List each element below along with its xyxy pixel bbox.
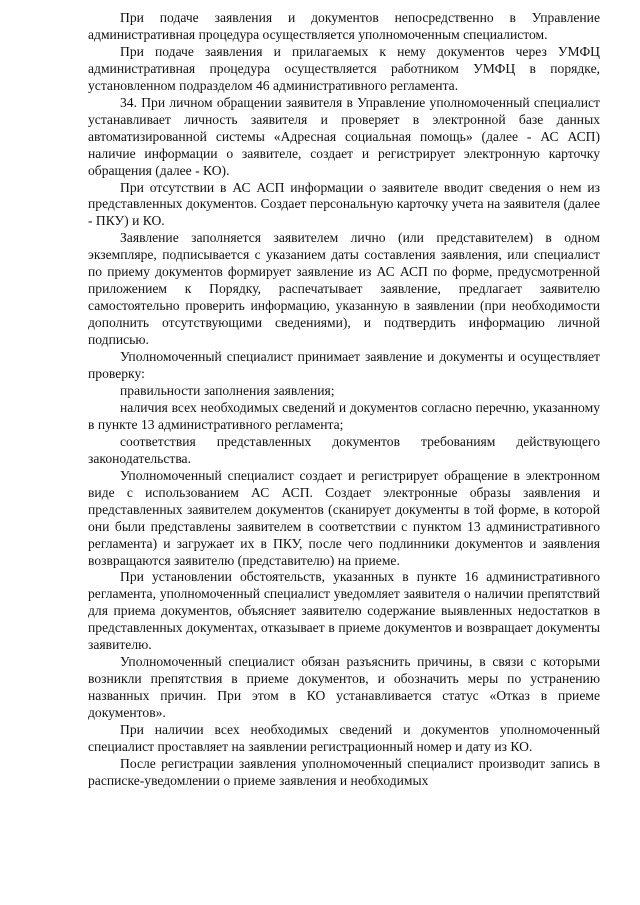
paragraph-check-correctness: правильности заполнения заявления; (120, 382, 335, 398)
paragraph-clause-34: 34. При личном обращении заявителя в Управление уполномоченный специалист устанавливает личность заявителя и проверяет в электронной базе данных автоматизированной системы «Адресная социальная помощь» (далее - АС АСП) наличие информации о заявителе, создает и регистрирует электронную карточку обращения (далее - КО). (88, 94, 600, 178)
paragraph-check-compliance: соответствия представленных документов требованиям действующего законодательства. (88, 433, 600, 466)
paragraph-registration-number: При наличии всех необходимых сведений и документов уполномоченный специалист проставляет на заявлении регистрационный номер и дату из КО. (88, 722, 600, 754)
paragraph-obstacles: При установлении обстоятельств, указанных в пункте 16 административного регламента, уполномоченный специалист уведомляет заявителя о наличии препятствий для приема документов, объясняет заявителю содержание выявленных недостатков в представленных документах, отказывает в приеме документов и возвращает документы заявителю. (88, 569, 600, 653)
paragraph-check-completeness: наличия всех необходимых сведений и документов согласно перечню, указанному в пункте 13 административного регламента; (88, 399, 600, 432)
paragraph-no-info: При отсутствии в АС АСП информации о заявителе вводит сведения о нем из представленных документов. Создает персональную карточку учета на заявителя (далее - ПКУ) и КО. (88, 179, 600, 229)
paragraph-submission-direct: При подаче заявления и документов непосредственно в Управление административная процедура осуществляется уполномоченным специалистом. (88, 10, 600, 42)
paragraph-receipt-notice: После регистрации заявления уполномоченный специалист производит запись в расписке-уведомлении о приеме заявления и необходимых (88, 755, 600, 788)
paragraph-submission-umfc: При подаче заявления и прилагаемых к нему документов через УМФЦ административная процедура осуществляется работником УМФЦ в порядке, установленном подразделом 46 административного регламента. (88, 43, 600, 93)
paragraph-application-filling: Заявление заполняется заявителем лично (или представителем) в одном экземпляре, подписывается с указанием даты составления заявления, или специалист по приему документов формирует заявление из АС АСП по форме, предусмотренной приложением к Порядку, распечатывает заявление, предлагает заявителю самостоятельно проверить информацию, указанную в заявлении (при необходимости дополнить отсутствующими сведениями), и подтвердить информацию личной подписью. (88, 230, 600, 348)
document-page (88, 10, 600, 790)
paragraph-electronic-registration: Уполномоченный специалист создает и регистрирует обращение в электронном виде с использованием АС АСП. Создает электронные образы заявления и представленных заявителем документов (сканирует документы в той форме, в которой они были представлены заявителем в соответствии с пунктом 13 административного регламента) и загружает их в ПКУ, после чего подлинники документов и заявления возвращаются заявителю (представителю) на приеме. (88, 467, 600, 568)
paragraph-explain-reasons: Уполномоченный специалист обязан разъяснить причины, в связи с которыми возникли препятствия в приеме документов, и обозначить меры по устранению названных причин. При этом в КО устанавливается статус «Отказ в приеме документов». (88, 654, 600, 721)
paragraph-verification-intro: Уполномоченный специалист принимает заявление и документы и осуществляет проверку: (88, 349, 600, 382)
